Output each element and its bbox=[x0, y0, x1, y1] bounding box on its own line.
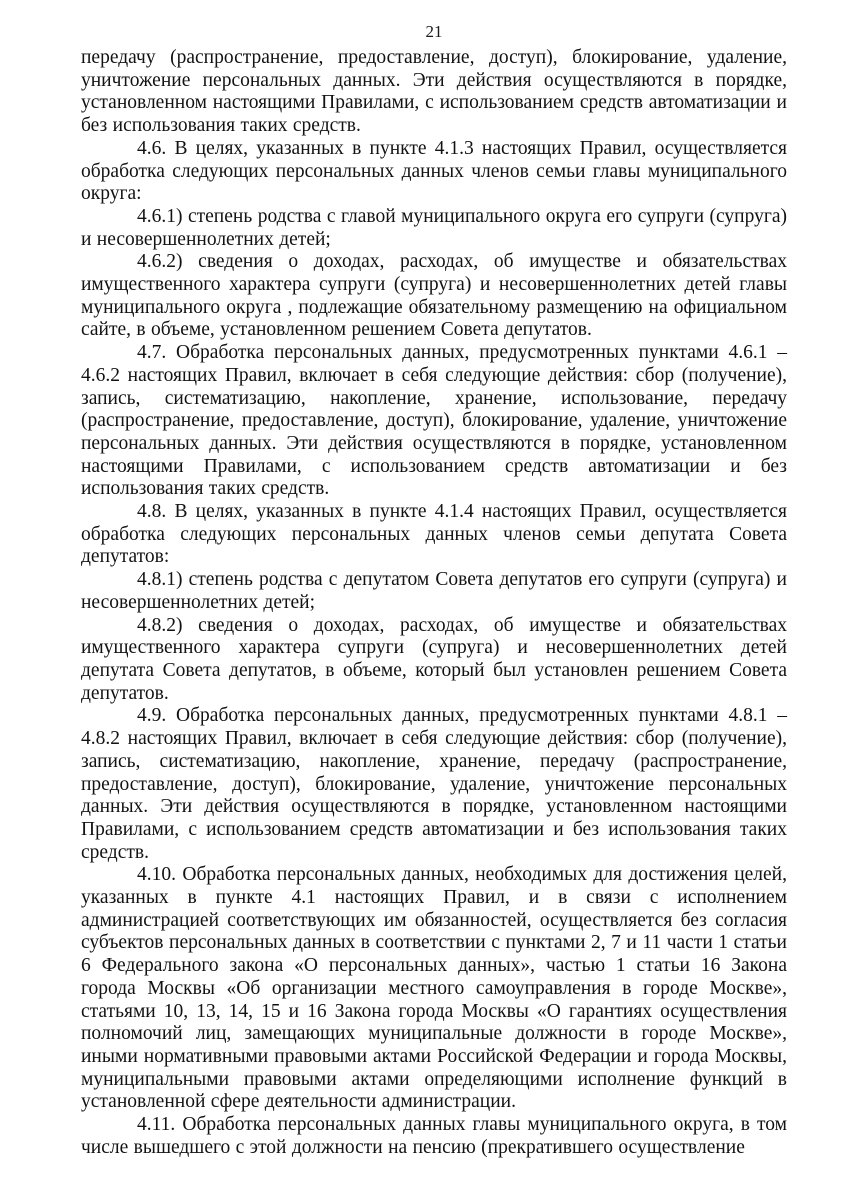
paragraph: 4.6. В целях, указанных в пункте 4.1.3 настоящих Правил, осуществляется обработка следующих персональных данных членов семьи главы муниципального округа: bbox=[81, 137, 787, 205]
page-number: 21 bbox=[425, 22, 443, 41]
document-body bbox=[81, 47, 787, 1159]
paragraph: 4.6.1) степень родства с главой муниципального округа его супруги (супруга) и несовершеннолетних детей; bbox=[81, 205, 787, 250]
paragraph: 4.8.1) степень родства с депутатом Совета депутатов его супруги (супруга) и несовершеннолетних детей; bbox=[81, 569, 787, 613]
paragraph: передачу (распространение, предоставление, доступ), блокирование, удаление, уничтожение персональных данных. Эти действия осуществляются в порядке, установленном настоящими Правилами, с использованием средств автоматизации и без использования таких средств. bbox=[81, 47, 787, 137]
paragraph: 4.11. Обработка персональных данных главы муниципального округа, в том числе вышедшего с этой должности на пенсию (прекратившего осуществление bbox=[81, 1114, 787, 1158]
paragraph: 4.10. Обработка персональных данных, необходимых для достижения целей, указанных в пункте 4.1 настоящих Правил, и в связи с исполнением администрацией соответствующих им обязанностей, осуществляется без согласия субъектов персональных данных в соответствии с пунктами 2, 7 и 11 части 1 статьи 6 Федерального закона «О персональных данных», частью 1 статьи 16 Закона города Москвы «Об организации местного самоуправления в городе Москве», статьями 10, 13, 14, 15 и 16 Закона города Москвы «О гарантиях осуществления полномочий лиц, замещающих муниципальные должности в городе Москве», иными нормативными правовыми актами Российской Федерации и города Москвы, муниципальными правовыми актами определяющими исполнение функций в установленной сфере деятельности администрации. bbox=[81, 864, 787, 1113]
paragraph: 4.6.2) сведения о доходах, расходах, об имуществе и обязательствах имущественного характера супруги (супруга) и несовершеннолетних детей главы муниципального округа , подлежащие обязательному размещению на официальном сайте, в объеме, установленном решением Совета депутатов. bbox=[81, 251, 787, 341]
paragraph: 4.8.2) сведения о доходах, расходах, об имуществе и обязательствах имущественного характера супруги (супруга) и несовершеннолетних детей депутата Совета депутатов, в объеме, который был установлен решением Совета депутатов. bbox=[81, 614, 787, 704]
paragraph: 4.7. Обработка персональных данных, предусмотренных пунктами 4.6.1 – 4.6.2 настоящих Правил, включает в себя следующие действия: сбор (получение), запись, систематизацию, накопление, хранение, использование, передачу (распространение, предоставление, доступ), блокирование, удаление, уничтожение персональных данных. Эти действия осуществляются в порядке, установленном настоящими Правилами, с использованием средств автоматизации и без использования таких средств. bbox=[81, 342, 787, 500]
paragraph: 4.9. Обработка персональных данных, предусмотренных пунктами 4.8.1 – 4.8.2 настоящих Правил, включает в себя следующие действия: сбор (получение), запись, систематизацию, накопление, хранение, передачу (распространение, предоставление, доступ), блокирование, удаление, уничтожение персональных данных. Эти действия осуществляются в порядке, установленном настоящими Правилами, с использованием средств автоматизации и без использования таких средств. bbox=[81, 705, 787, 863]
paragraph: 4.8. В целях, указанных в пункте 4.1.4 настоящих Правил, осуществляется обработка следующих персональных данных членов семьи депутата Совета депутатов: bbox=[81, 501, 787, 568]
